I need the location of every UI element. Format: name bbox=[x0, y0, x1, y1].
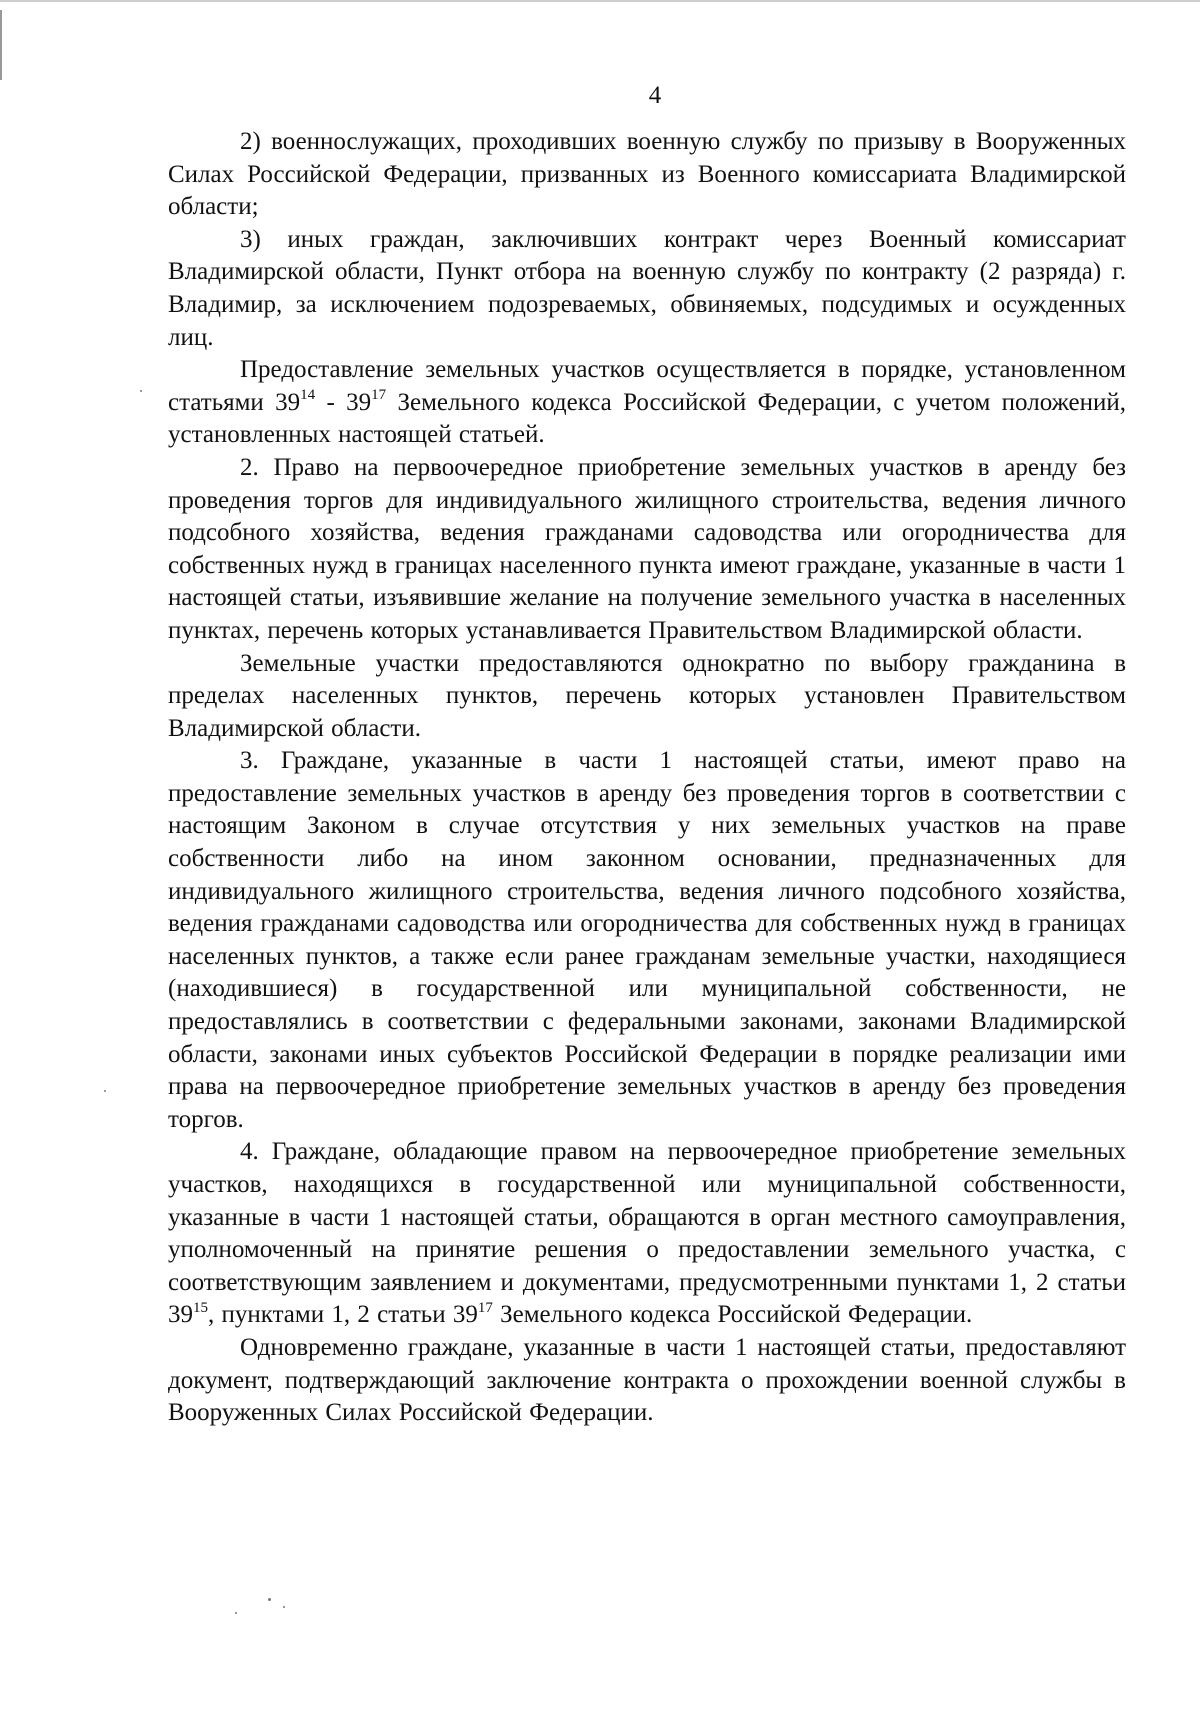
paragraph-text: Одновременно граждане, указанные в части 1 настоящей статьи, предоставляют документ, подтверждающий заключение контракта о прохождении военной службы в Вооруженных Силах Российской Федерации. bbox=[168, 1333, 1126, 1427]
paragraph-text: 4. Граждане, обладающие правом на первоочередное приобретение земельных участков, находящихся в государственной или муниципальной собственности, указанные в части 1 настоящей статьи, обращаются в орган местного самоуправления, уполномоченный на принятие решения о предоставлении земельного участка, с соответствующим заявлением и документами, предусмотренными пунктами 1, 2 статьи 39 bbox=[168, 1138, 1126, 1329]
paragraph-text: Предоставление земельных участков осуществляется в порядке, установленном статьями 39 bbox=[168, 356, 1126, 416]
paragraph bbox=[168, 452, 1126, 648]
scan-speck bbox=[268, 1598, 271, 1601]
superscript-index: 17 bbox=[477, 1300, 493, 1317]
paragraph bbox=[168, 224, 1126, 354]
scan-edge-mark bbox=[0, 10, 2, 80]
paragraph-text: Земельного кодекса Российской Федерации. bbox=[492, 1301, 973, 1329]
paragraph-text: , пунктами 1, 2 статьи 39 bbox=[208, 1301, 478, 1329]
superscript-index: 14 bbox=[300, 387, 316, 404]
paragraph bbox=[168, 648, 1126, 746]
paragraph-text: 3) иных граждан, заключивших контракт через Военный комиссариат Владимирской области, Пункт отбора на военную службу по контракту (2 разряда) г. Владимир, за исключением подозреваемых, обвиняемых, подсудимых и осужденных лиц. bbox=[168, 225, 1126, 351]
scan-speck bbox=[104, 1090, 106, 1092]
scan-speck bbox=[235, 1612, 237, 1614]
superscript-index: 15 bbox=[193, 1300, 208, 1317]
scan-speck bbox=[283, 1606, 285, 1608]
paragraph-text: Земельные участки предоставляются однократно по выбору гражданина в пределах населенных пунктов, перечень которых установлен Правительством Владимирской области. bbox=[168, 649, 1126, 742]
superscript-index: 17 bbox=[371, 387, 387, 404]
paragraph-text: 2) военнослужащих, проходивших военную службу по призыву в Вооруженных Силах Российской Федерации, призванных из Военного комиссариата Владимирской области; bbox=[168, 128, 1126, 221]
scan-speck bbox=[140, 390, 142, 392]
paragraph-text: 3. Граждане, указанные в части 1 настоящей статьи, имеют право на предоставление земельных участков в аренду без проведения торгов в соответствии с настоящим Законом в случае отсутствия у них земельных участков на праве собственности либо на ином законном основании, предназначенных для индивидуального жилищного строительства, ведения личного подсобного хозяйства, ведения гражданами садоводства или огородничества для собственных нужд в границах населенных пунктов, а также если ранее гражданам земельные участки, находящиеся (находившиеся) в государственной или муниципальной собственности, не предоставлялись в соответствии с федеральными законами, законами Владимирской области, законами иных субъектов Российской Федерации в порядке реализации ими права на первоочередное приобретение земельных участков в аренду без проведения торгов. bbox=[168, 747, 1126, 1133]
paragraph-text: - 39 bbox=[315, 388, 372, 416]
page-number: 4 bbox=[648, 82, 662, 109]
paragraph bbox=[168, 1332, 1126, 1430]
paragraph bbox=[168, 1136, 1126, 1332]
paragraph bbox=[168, 354, 1126, 452]
paragraph-text: Земельного кодекса Российской Федерации, с учетом положений, установленных настоящей статьей. bbox=[168, 388, 1126, 449]
paragraph bbox=[168, 745, 1126, 1136]
paragraph-text: 2. Право на первоочередное приобретение земельных участков в аренду без проведения торгов для индивидуального жилищного строительства, ведения личного подсобного хозяйства, ведения гражданами садоводства или огородничества для собственных нужд в границах населенного пункта имеют граждане, указанные в части 1 настоящей статьи, изъявившие желание на получение земельного участка в населенных пунктах, перечень которых устанавливается Правительством Владимирской области. bbox=[168, 453, 1126, 644]
page-top-edge bbox=[0, 0, 1200, 2]
paragraph bbox=[168, 126, 1126, 224]
document-body bbox=[168, 126, 1126, 1430]
